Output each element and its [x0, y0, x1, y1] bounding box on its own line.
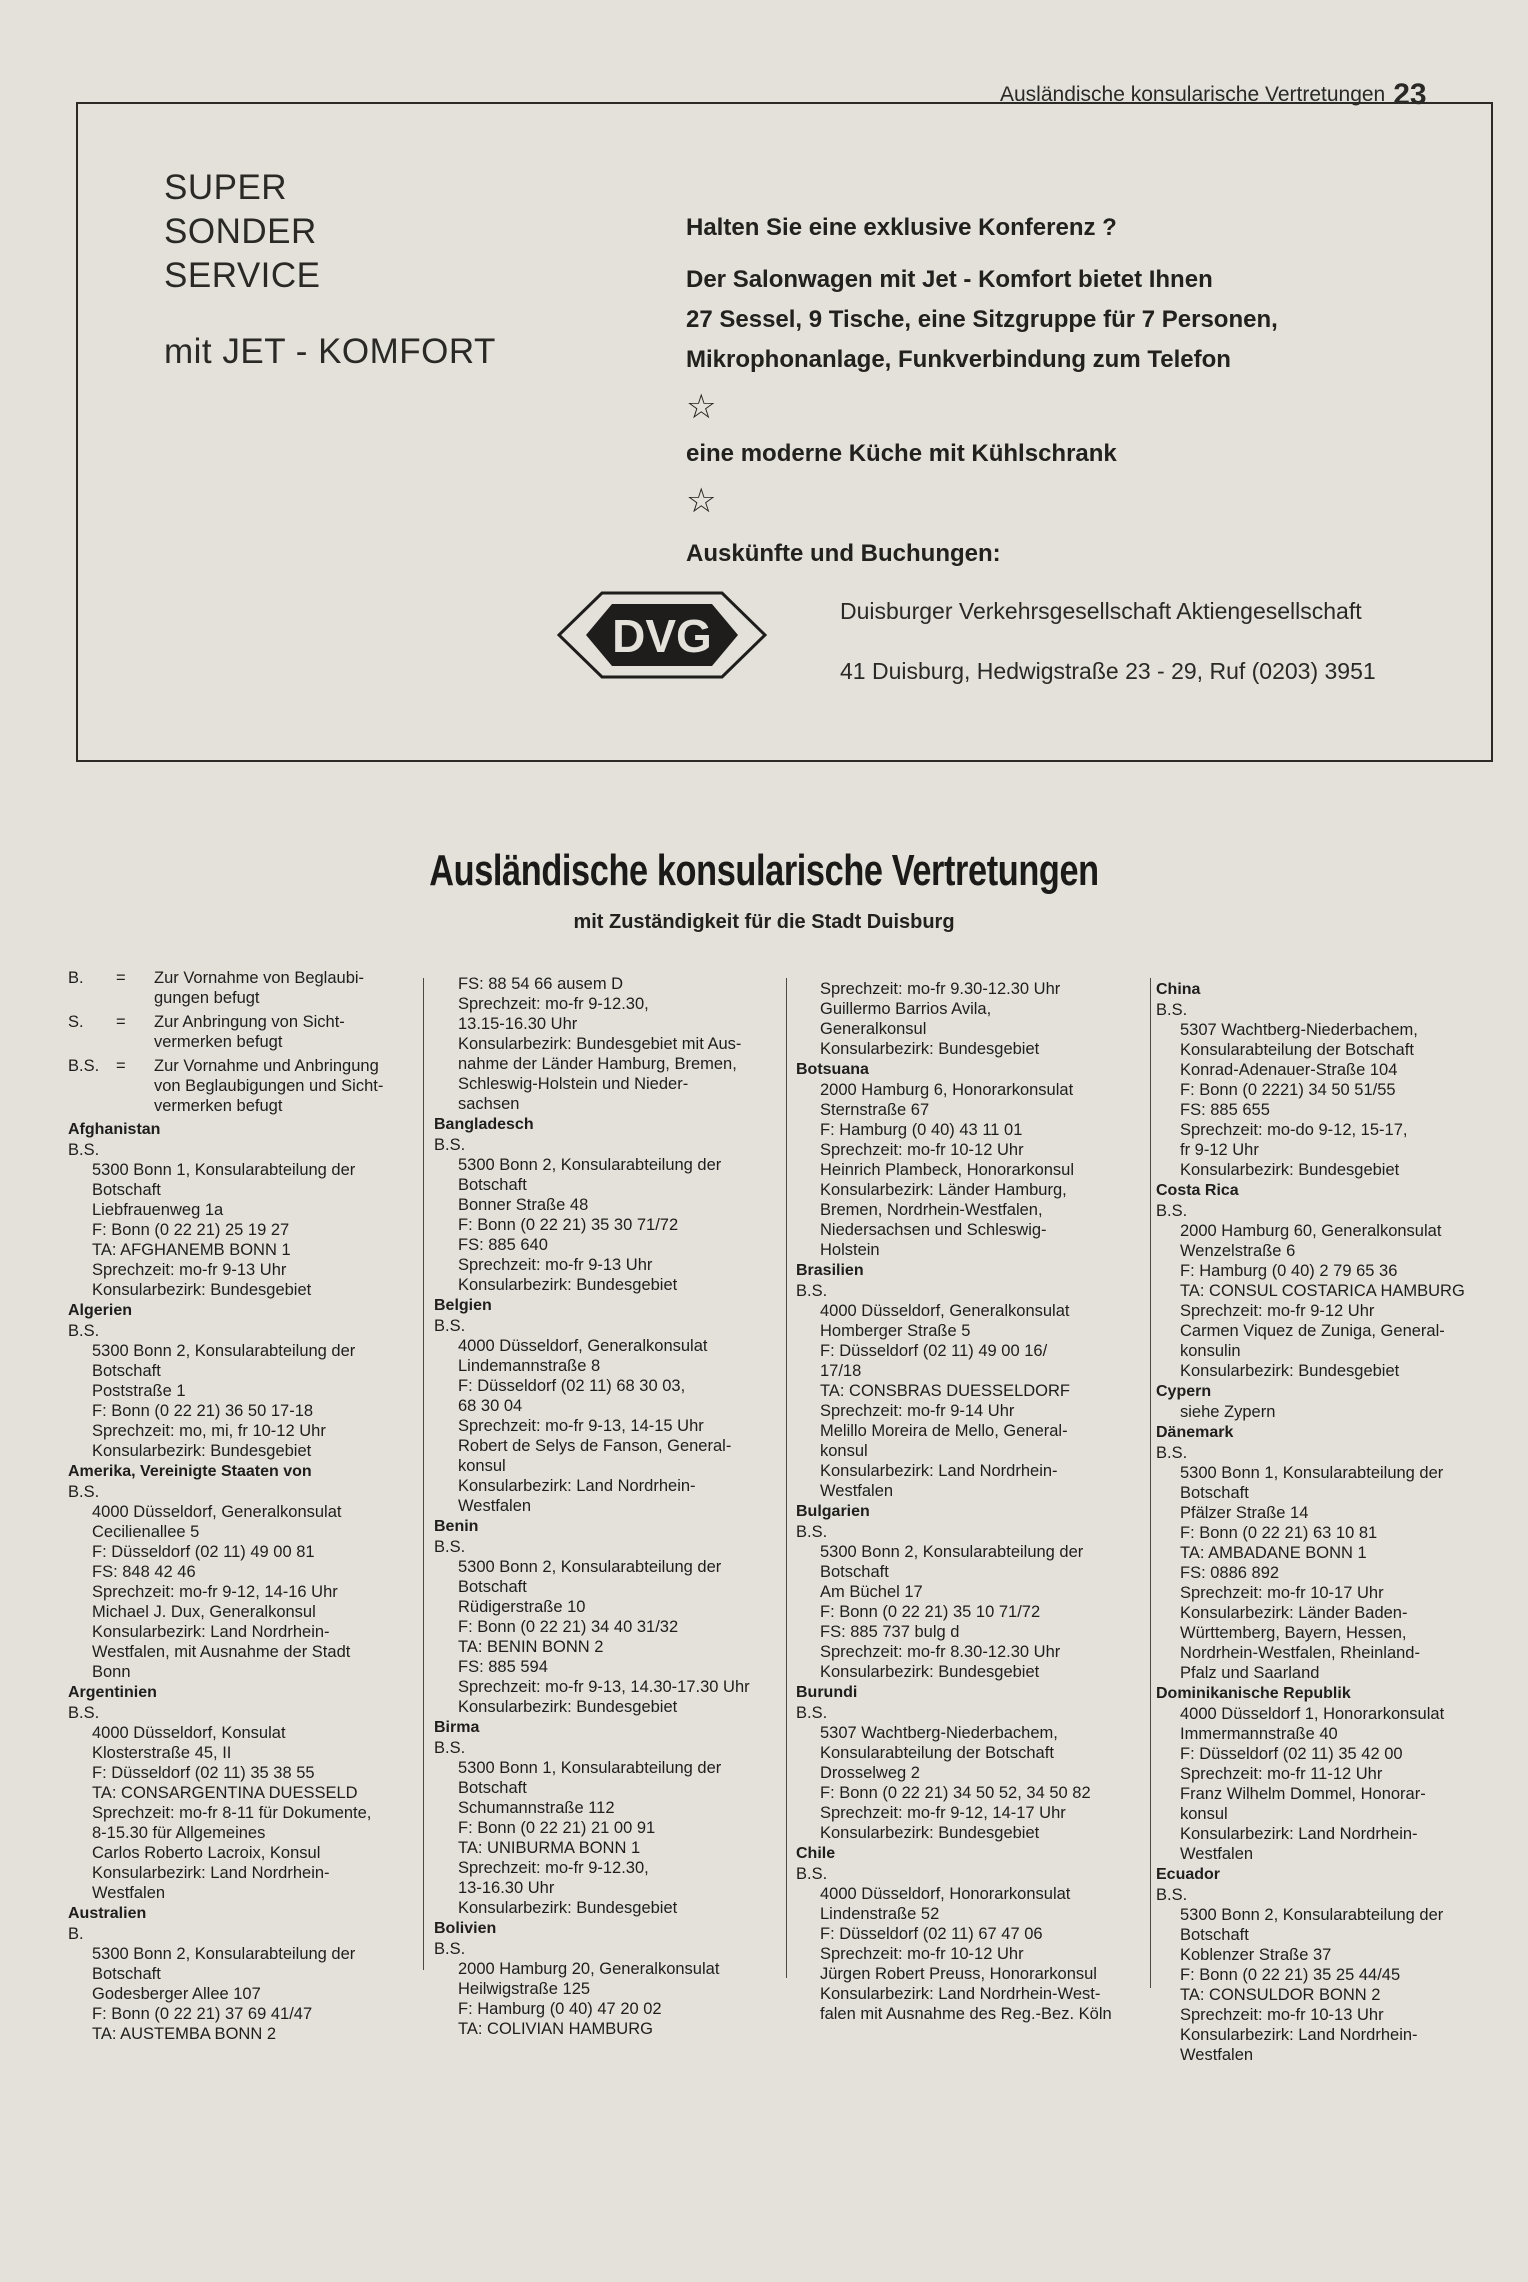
entry-line: Sprechzeit: mo-fr 9.30-12.30 Uhr: [820, 980, 1061, 998]
country-name: Argentinien: [68, 1684, 157, 1701]
entry-line: Konsularabteilung der Botschaft: [1180, 1041, 1414, 1059]
legend-description: [154, 1056, 418, 1116]
consulate-entry: [796, 979, 1156, 1059]
entry-line: Niedersachsen und Schleswig-: [820, 1221, 1047, 1239]
consulate-entry: [68, 1301, 418, 1461]
entry-line: Botschaft: [458, 1779, 527, 1797]
entry-line: Immermannstraße 40: [1180, 1725, 1338, 1743]
entry-line: Westfalen: [1180, 1845, 1254, 1863]
column-4: [1156, 980, 1518, 2065]
entry-line: Botschaft: [458, 1176, 527, 1194]
authorization-code: B.S.: [434, 1538, 466, 1556]
country-name: Bulgarien: [796, 1503, 870, 1520]
entry-line: F: Bonn (0 22 21) 34 40 31/32: [458, 1618, 679, 1636]
entry-line: konsul: [1180, 1805, 1228, 1823]
ad-headline: [164, 166, 321, 298]
entry-line: Westfalen: [458, 1497, 532, 1515]
entry-line: FS: 848 42 46: [92, 1563, 196, 1581]
entry-line: 4000 Düsseldorf, Generalkonsulat: [92, 1503, 342, 1521]
entry-line: 5300 Bonn 2, Konsularabteilung der: [820, 1543, 1084, 1561]
entry-line: Bonn: [92, 1663, 131, 1681]
legend-equals: =: [116, 1013, 126, 1031]
entry-line: Sprechzeit: mo-fr 9-12.30,: [458, 1859, 649, 1877]
entry-line: Am Büchel 17: [820, 1583, 923, 1601]
ad-body-line: Der Salonwagen mit Jet - Komfort bietet Ihnen: [686, 266, 1213, 293]
entry-line: 68 30 04: [458, 1397, 523, 1415]
entry-line: 5300 Bonn 2, Konsularabteilung der: [92, 1342, 356, 1360]
consulate-entry: [68, 1904, 418, 2044]
country-name: Benin: [434, 1518, 479, 1535]
entry-line: Jürgen Robert Preuss, Honorarkonsul: [820, 1965, 1097, 1983]
legend: [68, 968, 418, 1116]
entry-line: Konsularbezirk: Bundesgebiet: [820, 1824, 1040, 1842]
page-number: 23: [1393, 78, 1427, 111]
ad-headline-line: SERVICE: [164, 256, 321, 295]
entry-line: Godesberger Allee 107: [92, 1985, 261, 2003]
legend-description: [154, 1012, 418, 1052]
country-name: Costa Rica: [1156, 1182, 1239, 1199]
authorization-code: B.S.: [68, 1141, 100, 1159]
entry-line: 4000 Düsseldorf 1, Honorarkonsulat: [1180, 1705, 1445, 1723]
consulate-entry: [68, 1120, 418, 1300]
entry-line: Cecilienallee 5: [92, 1523, 200, 1541]
country-name: Bolivien: [434, 1920, 497, 1937]
authorization-code: B.S.: [1156, 1202, 1188, 1220]
entry-line: Botschaft: [1180, 1484, 1249, 1502]
entry-line: Sprechzeit: mo-fr 9-14 Uhr: [820, 1402, 1015, 1420]
entry-line: nahme der Länder Hamburg, Bremen,: [458, 1055, 737, 1073]
ad-body-line: 27 Sessel, 9 Tische, eine Sitzgruppe für 7 Personen,: [686, 306, 1278, 333]
entry-line: FS: 885 655: [1180, 1101, 1270, 1119]
consulate-entry: [1156, 1865, 1518, 2065]
entry-line: Sprechzeit: mo-fr 9-13, 14-15 Uhr: [458, 1417, 704, 1435]
legend-equals: =: [116, 969, 126, 987]
entry-line: Westfalen: [820, 1482, 894, 1500]
entry-line: F: Bonn (0 22 21) 21 00 91: [458, 1819, 656, 1837]
entry-line: F: Düsseldorf (02 11) 68 30 03,: [458, 1377, 686, 1395]
running-title: Ausländische konsularische Vertretungen: [1000, 83, 1386, 106]
entry-line: 2000 Hamburg 20, Generalkonsulat: [458, 1960, 720, 1978]
entry-line: Botschaft: [92, 1965, 161, 1983]
entry-line: Konsularbezirk: Länder Hamburg,: [820, 1181, 1067, 1199]
entry-line: Konsularbezirk: Land Nordrhein-: [820, 1462, 1058, 1480]
entry-line: Sprechzeit: mo-fr 8-11 für Dokumente,: [92, 1804, 372, 1822]
country-name: Burundi: [796, 1684, 858, 1701]
column-divider: [786, 978, 787, 1978]
entry-line: Konsularbezirk: Bundesgebiet mit Aus-: [458, 1035, 742, 1053]
entry-line: Botschaft: [458, 1578, 527, 1596]
entry-line: fr 9-12 Uhr: [1180, 1141, 1259, 1159]
company-address: 41 Duisburg, Hedwigstraße 23 - 29, Ruf (0203) 3951: [840, 658, 1376, 684]
authorization-code: B.S.: [796, 1704, 828, 1722]
entry-line: 5300 Bonn 2, Konsularabteilung der: [1180, 1906, 1444, 1924]
entry-line: F: Bonn (0 22 21) 35 25 44/45: [1180, 1966, 1401, 1984]
entry-line: TA: AFGHANEMB BONN 1: [92, 1241, 291, 1259]
entry-line: Sprechzeit: mo-fr 10-12 Uhr: [820, 1945, 1024, 1963]
star-icon: ☆: [686, 388, 717, 426]
column-1-entries: [68, 1120, 418, 2044]
entry-line: TA: COLIVIAN HAMBURG: [458, 2020, 653, 2038]
consulate-entry: [796, 1060, 1156, 1260]
entry-line: 5307 Wachtberg-Niederbachem,: [820, 1724, 1058, 1742]
country-name: Belgien: [434, 1297, 492, 1314]
entry-line: Schumannstraße 112: [458, 1799, 615, 1817]
entry-line: Melillo Moreira de Mello, General-: [820, 1422, 1068, 1440]
country-name: Algerien: [68, 1302, 133, 1319]
entry-line: 2000 Hamburg 60, Generalkonsulat: [1180, 1222, 1442, 1240]
authorization-code: B.S.: [68, 1704, 100, 1722]
entry-line: Sprechzeit: mo-fr 11-12 Uhr: [1180, 1765, 1383, 1783]
entry-line: Heilwigstraße 125: [458, 1980, 591, 1998]
authorization-code: B.S.: [434, 1739, 466, 1757]
entry-line: Carmen Viquez de Zuniga, General-: [1180, 1322, 1445, 1340]
entry-line: sachsen: [458, 1095, 520, 1113]
entry-line: Lindemannstraße 8: [458, 1357, 601, 1375]
entry-line: Lindenstraße 52: [820, 1905, 940, 1923]
legend-equals: =: [116, 1057, 126, 1075]
country-name: Afghanistan: [68, 1121, 161, 1138]
country-name: Birma: [434, 1719, 480, 1736]
entry-line: F: Hamburg (0 40) 43 11 01: [820, 1121, 1023, 1139]
entry-line: Westfalen, mit Ausnahme der Stadt: [92, 1643, 351, 1661]
entry-line: 5300 Bonn 2, Konsularabteilung der: [92, 1945, 356, 1963]
entry-line: Sprechzeit: mo-fr 9-12, 14-16 Uhr: [92, 1583, 338, 1601]
entry-line: Konsularbezirk: Land Nordrhein-: [458, 1477, 696, 1495]
consulate-entry: [796, 1502, 1156, 1682]
country-name: Botsuana: [796, 1061, 869, 1078]
consulate-entry: [796, 1683, 1156, 1843]
entry-line: Sprechzeit: mo-fr 10-17 Uhr: [1180, 1584, 1384, 1602]
entry-line: Bremen, Nordrhein-Westfalen,: [820, 1201, 1043, 1219]
entry-line: Botschaft: [92, 1181, 161, 1199]
entry-line: Generalkonsul: [820, 1020, 927, 1038]
entry-line: F: Bonn (0 22 21) 36 50 17-18: [92, 1402, 314, 1420]
entry-line: 5300 Bonn 2, Konsularabteilung der: [458, 1156, 722, 1174]
ad-tagline: mit JET - KOMFORT: [164, 332, 496, 371]
consulate-entry: [434, 1517, 784, 1717]
entry-line: Klosterstraße 45, II: [92, 1744, 232, 1762]
authorization-code: B.S.: [434, 1940, 466, 1958]
entry-line: Pfalz und Saarland: [1180, 1664, 1320, 1682]
entry-line: F: Bonn (0 22 21) 35 10 71/72: [820, 1603, 1041, 1621]
column-divider: [423, 978, 424, 1970]
entry-line: Schleswig-Holstein und Nieder-: [458, 1075, 689, 1093]
entry-line: Botschaft: [92, 1362, 161, 1380]
entry-line: 4000 Düsseldorf, Konsulat: [92, 1724, 286, 1742]
entry-line: Sprechzeit: mo-do 9-12, 15-17,: [1180, 1121, 1408, 1139]
entry-line: F: Hamburg (0 40) 47 20 02: [458, 2000, 662, 2018]
entry-line: Sternstraße 67: [820, 1101, 930, 1119]
entry-line: Pfälzer Straße 14: [1180, 1504, 1309, 1522]
entry-line: Heinrich Plambeck, Honorarkonsul: [820, 1161, 1075, 1179]
entry-line: 4000 Düsseldorf, Honorarkonsulat: [820, 1885, 1071, 1903]
entry-line: Michael J. Dux, Generalkonsul: [92, 1603, 316, 1621]
consulate-entry: [68, 1462, 418, 1682]
entry-line: 5300 Bonn 1, Konsularabteilung der: [1180, 1464, 1444, 1482]
consulate-entry: [796, 1844, 1156, 2024]
authorization-code: B.S.: [1156, 1886, 1188, 1904]
entry-line: Sprechzeit: mo-fr 8.30-12.30 Uhr: [820, 1643, 1061, 1661]
entry-line: F: Bonn (0 22 21) 35 30 71/72: [458, 1216, 679, 1234]
company-name: Duisburger Verkehrsgesellschaft Aktiengesellschaft: [840, 598, 1362, 624]
entry-line: Württemberg, Bayern, Hessen,: [1180, 1624, 1407, 1642]
entry-line: Bonner Straße 48: [458, 1196, 589, 1214]
column-1: [68, 968, 418, 2044]
entry-line: Konsularbezirk: Land Nordrhein-West-: [820, 1985, 1101, 2003]
entry-line: FS: 0886 892: [1180, 1564, 1280, 1582]
entry-line: TA: AUSTEMBA BONN 2: [92, 2025, 276, 2043]
consulate-entry: [434, 1115, 784, 1295]
entry-line: Homberger Straße 5: [820, 1322, 971, 1340]
entry-line: Drosselweg 2: [820, 1764, 920, 1782]
entry-line: F: Bonn (0 22 21) 34 50 52, 34 50 82: [820, 1784, 1091, 1802]
legend-description: [154, 968, 418, 1008]
legend-key: S.: [68, 1013, 84, 1031]
legend-line: Zur Vornahme und Anbringung: [154, 1057, 379, 1075]
entry-line: F: Düsseldorf (02 11) 35 38 55: [92, 1764, 315, 1782]
entry-line: 4000 Düsseldorf, Generalkonsulat: [458, 1337, 708, 1355]
entry-line: Konsularbezirk: Bundesgebiet: [820, 1040, 1040, 1058]
consulate-entry: [796, 1261, 1156, 1501]
star-icon: ☆: [686, 482, 717, 520]
authorization-code: B.S.: [434, 1136, 466, 1154]
entry-line: 5300 Bonn 2, Konsularabteilung der: [458, 1558, 722, 1576]
legend-row: [68, 1012, 418, 1052]
consulate-entry: [434, 1296, 784, 1516]
ad-body-line: Mikrophonanlage, Funkverbindung zum Telefon: [686, 346, 1231, 373]
country-name: Ecuador: [1156, 1866, 1221, 1883]
entry-line: Sprechzeit: mo-fr 9-12.30,: [458, 995, 649, 1013]
consulate-entry: [1156, 1181, 1518, 1381]
authorization-code: B.S.: [434, 1317, 466, 1335]
legend-key: B.: [68, 969, 84, 987]
authorization-code: B.S.: [796, 1282, 828, 1300]
ad-headline-line: SUPER: [164, 168, 288, 207]
entry-line: Guillermo Barrios Avila,: [820, 1000, 992, 1018]
entry-line: F: Düsseldorf (02 11) 49 00 16/: [820, 1342, 1048, 1360]
country-name: Cypern: [1156, 1383, 1212, 1400]
entry-line: F: Bonn (0 2221) 34 50 51/55: [1180, 1081, 1396, 1099]
country-name: Dominikanische Republik: [1156, 1685, 1351, 1702]
entry-line: Konsularbezirk: Land Nordrhein-: [92, 1864, 330, 1882]
entry-line: Robert de Selys de Fanson, General-: [458, 1437, 732, 1455]
column-2: [434, 974, 784, 2039]
legend-key: B.S.: [68, 1057, 100, 1075]
country-name: Bangladesch: [434, 1116, 534, 1133]
entry-line: Konsularbezirk: Bundesgebiet: [92, 1442, 312, 1460]
entry-line: Wenzelstraße 6: [1180, 1242, 1296, 1260]
entry-line: F: Düsseldorf (02 11) 35 42 00: [1180, 1745, 1403, 1763]
consulate-entry: [1156, 980, 1518, 1180]
country-name: China: [1156, 981, 1201, 998]
entry-line: 5300 Bonn 1, Konsularabteilung der: [458, 1759, 722, 1777]
consulate-entry: [68, 1683, 418, 1903]
entry-line: TA: CONSUL COSTARICA HAMBURG: [1180, 1282, 1465, 1300]
entry-line: Sprechzeit: mo-fr 10-12 Uhr: [820, 1141, 1024, 1159]
entry-line: Konrad-Adenauer-Straße 104: [1180, 1061, 1398, 1079]
ad-question: Halten Sie eine exklusive Konferenz ?: [686, 214, 1117, 241]
entry-line: Konsularabteilung der Botschaft: [820, 1744, 1054, 1762]
legend-line: vermerken befugt: [154, 1097, 283, 1115]
entry-line: Konsularbezirk: Land Nordrhein-: [1180, 2026, 1418, 2044]
page-title: Ausländische konsularische Vertretungen: [429, 846, 1099, 895]
ad-kitchen: eine moderne Küche mit Kühlschrank: [686, 440, 1117, 467]
entry-line: 5300 Bonn 1, Konsularabteilung der: [92, 1161, 356, 1179]
legend-row: [68, 968, 418, 1008]
entry-line: TA: AMBADANE BONN 1: [1180, 1544, 1367, 1562]
entry-line: F: Düsseldorf (02 11) 67 47 06: [820, 1925, 1043, 1943]
entry-line: FS: 885 594: [458, 1658, 548, 1676]
entry-line: konsul: [458, 1457, 506, 1475]
advertisement-box: [76, 102, 1493, 762]
entry-line: TA: CONSARGENTINA DUESSELD: [92, 1784, 358, 1802]
entry-line: Franz Wilhelm Dommel, Honorar-: [1180, 1785, 1426, 1803]
entry-line: siehe Zypern: [1180, 1403, 1276, 1421]
ad-headline-line: SONDER: [164, 212, 317, 251]
entry-line: Botschaft: [820, 1563, 889, 1581]
entry-line: FS: 88 54 66 ausem D: [458, 975, 624, 993]
entry-line: FS: 885 737 bulg d: [820, 1623, 960, 1641]
legend-row: [68, 1056, 418, 1116]
authorization-code: B.S.: [796, 1865, 828, 1883]
entry-line: Konsularbezirk: Bundesgebiet: [458, 1276, 678, 1294]
entry-line: Sprechzeit: mo-fr 9-12, 14-17 Uhr: [820, 1804, 1066, 1822]
entry-line: Botschaft: [1180, 1926, 1249, 1944]
entry-line: TA: UNIBURMA BONN 1: [458, 1839, 641, 1857]
entry-line: TA: BENIN BONN 2: [458, 1638, 604, 1656]
entry-line: Sprechzeit: mo-fr 9-13 Uhr: [92, 1261, 287, 1279]
consulate-entry: [434, 974, 784, 1114]
entry-line: Konsularbezirk: Länder Baden-: [1180, 1604, 1408, 1622]
entry-line: Poststraße 1: [92, 1382, 186, 1400]
authorization-code: B.S.: [68, 1322, 100, 1340]
entry-line: F: Bonn (0 22 21) 37 69 41/47: [92, 2005, 313, 2023]
entry-line: Koblenzer Straße 37: [1180, 1946, 1332, 1964]
consulate-entry: [434, 1919, 784, 2039]
entry-line: 8-15.30 für Allgemeines: [92, 1824, 266, 1842]
country-name: Australien: [68, 1905, 147, 1922]
entry-line: Sprechzeit: mo-fr 9-13 Uhr: [458, 1256, 653, 1274]
page-subtitle: mit Zuständigkeit für die Stadt Duisburg: [573, 911, 955, 933]
country-name: Amerika, Vereinigte Staaten von: [68, 1463, 312, 1480]
entry-line: 13-16.30 Uhr: [458, 1879, 555, 1897]
entry-line: F: Bonn (0 22 21) 25 19 27: [92, 1221, 290, 1239]
consulate-entry: [1156, 1423, 1518, 1683]
entry-line: Konsularbezirk: Bundesgebiet: [458, 1899, 678, 1917]
entry-line: 4000 Düsseldorf, Generalkonsulat: [820, 1302, 1070, 1320]
entry-line: F: Düsseldorf (02 11) 49 00 81: [92, 1543, 315, 1561]
authorization-code: B.S.: [1156, 1001, 1188, 1019]
entry-line: Konsularbezirk: Land Nordrhein-: [92, 1623, 330, 1641]
legend-line: gungen befugt: [154, 989, 260, 1007]
entry-line: Konsularbezirk: Bundesgebiet: [1180, 1161, 1400, 1179]
entry-line: TA: CONSBRAS DUESSELDORF: [820, 1382, 1070, 1400]
entry-line: F: Hamburg (0 40) 2 79 65 36: [1180, 1262, 1398, 1280]
column-3: [796, 979, 1156, 2024]
authorization-code: B.S.: [68, 1483, 100, 1501]
entry-line: F: Bonn (0 22 21) 63 10 81: [1180, 1524, 1378, 1542]
dvg-logo: [556, 590, 768, 680]
dvg-logo-text: DVG: [612, 610, 712, 662]
entry-line: Sprechzeit: mo-fr 9-13, 14.30-17.30 Uhr: [458, 1678, 750, 1696]
entry-line: Westfalen: [92, 1884, 166, 1902]
entry-line: 2000 Hamburg 6, Honorarkonsulat: [820, 1081, 1074, 1099]
entry-line: Sprechzeit: mo-fr 9-12 Uhr: [1180, 1302, 1375, 1320]
entry-line: Sprechzeit: mo, mi, fr 10-12 Uhr: [92, 1422, 326, 1440]
entry-line: konsul: [820, 1442, 868, 1460]
entry-line: Konsularbezirk: Land Nordrhein-: [1180, 1825, 1418, 1843]
entry-line: Nordrhein-Westfalen, Rheinland-: [1180, 1644, 1420, 1662]
entry-line: Konsularbezirk: Bundesgebiet: [458, 1698, 678, 1716]
legend-line: Zur Vornahme von Beglaubi-: [154, 969, 365, 987]
entry-line: Konsularbezirk: Bundesgebiet: [1180, 1362, 1400, 1380]
entry-line: Konsularbezirk: Bundesgebiet: [92, 1281, 312, 1299]
entry-line: FS: 885 640: [458, 1236, 548, 1254]
entry-line: falen mit Ausnahme des Reg.-Bez. Köln: [820, 2005, 1112, 2023]
legend-line: Zur Anbringung von Sicht-: [154, 1013, 345, 1031]
entry-line: 5307 Wachtberg-Niederbachem,: [1180, 1021, 1418, 1039]
entry-line: Rüdigerstraße 10: [458, 1598, 586, 1616]
authorization-code: B.S.: [1156, 1444, 1188, 1462]
legend-line: von Beglaubigungen und Sicht-: [154, 1077, 384, 1095]
ad-info-heading: Auskünfte und Buchungen:: [686, 540, 1001, 567]
legend-line: vermerken befugt: [154, 1033, 283, 1051]
entry-line: Holstein: [820, 1241, 880, 1259]
entry-line: Konsularbezirk: Bundesgebiet: [820, 1663, 1040, 1681]
country-name: Chile: [796, 1845, 836, 1862]
entry-line: Westfalen: [1180, 2046, 1254, 2064]
consulate-entry: [434, 1718, 784, 1918]
entry-line: konsulin: [1180, 1342, 1241, 1360]
country-name: Dänemark: [1156, 1424, 1234, 1441]
entry-line: TA: CONSULDOR BONN 2: [1180, 1986, 1381, 2004]
entry-line: Carlos Roberto Lacroix, Konsul: [92, 1844, 321, 1862]
entry-line: Liebfrauenweg 1a: [92, 1201, 224, 1219]
entry-line: 13.15-16.30 Uhr: [458, 1015, 578, 1033]
consulate-entry: [1156, 1382, 1518, 1422]
authorization-code: B.S.: [796, 1523, 828, 1541]
country-name: Brasilien: [796, 1262, 864, 1279]
entry-line: Sprechzeit: mo-fr 10-13 Uhr: [1180, 2006, 1384, 2024]
entry-line: 17/18: [820, 1362, 862, 1380]
authorization-code: B.: [68, 1925, 84, 1943]
consulate-entry: [1156, 1684, 1518, 1864]
